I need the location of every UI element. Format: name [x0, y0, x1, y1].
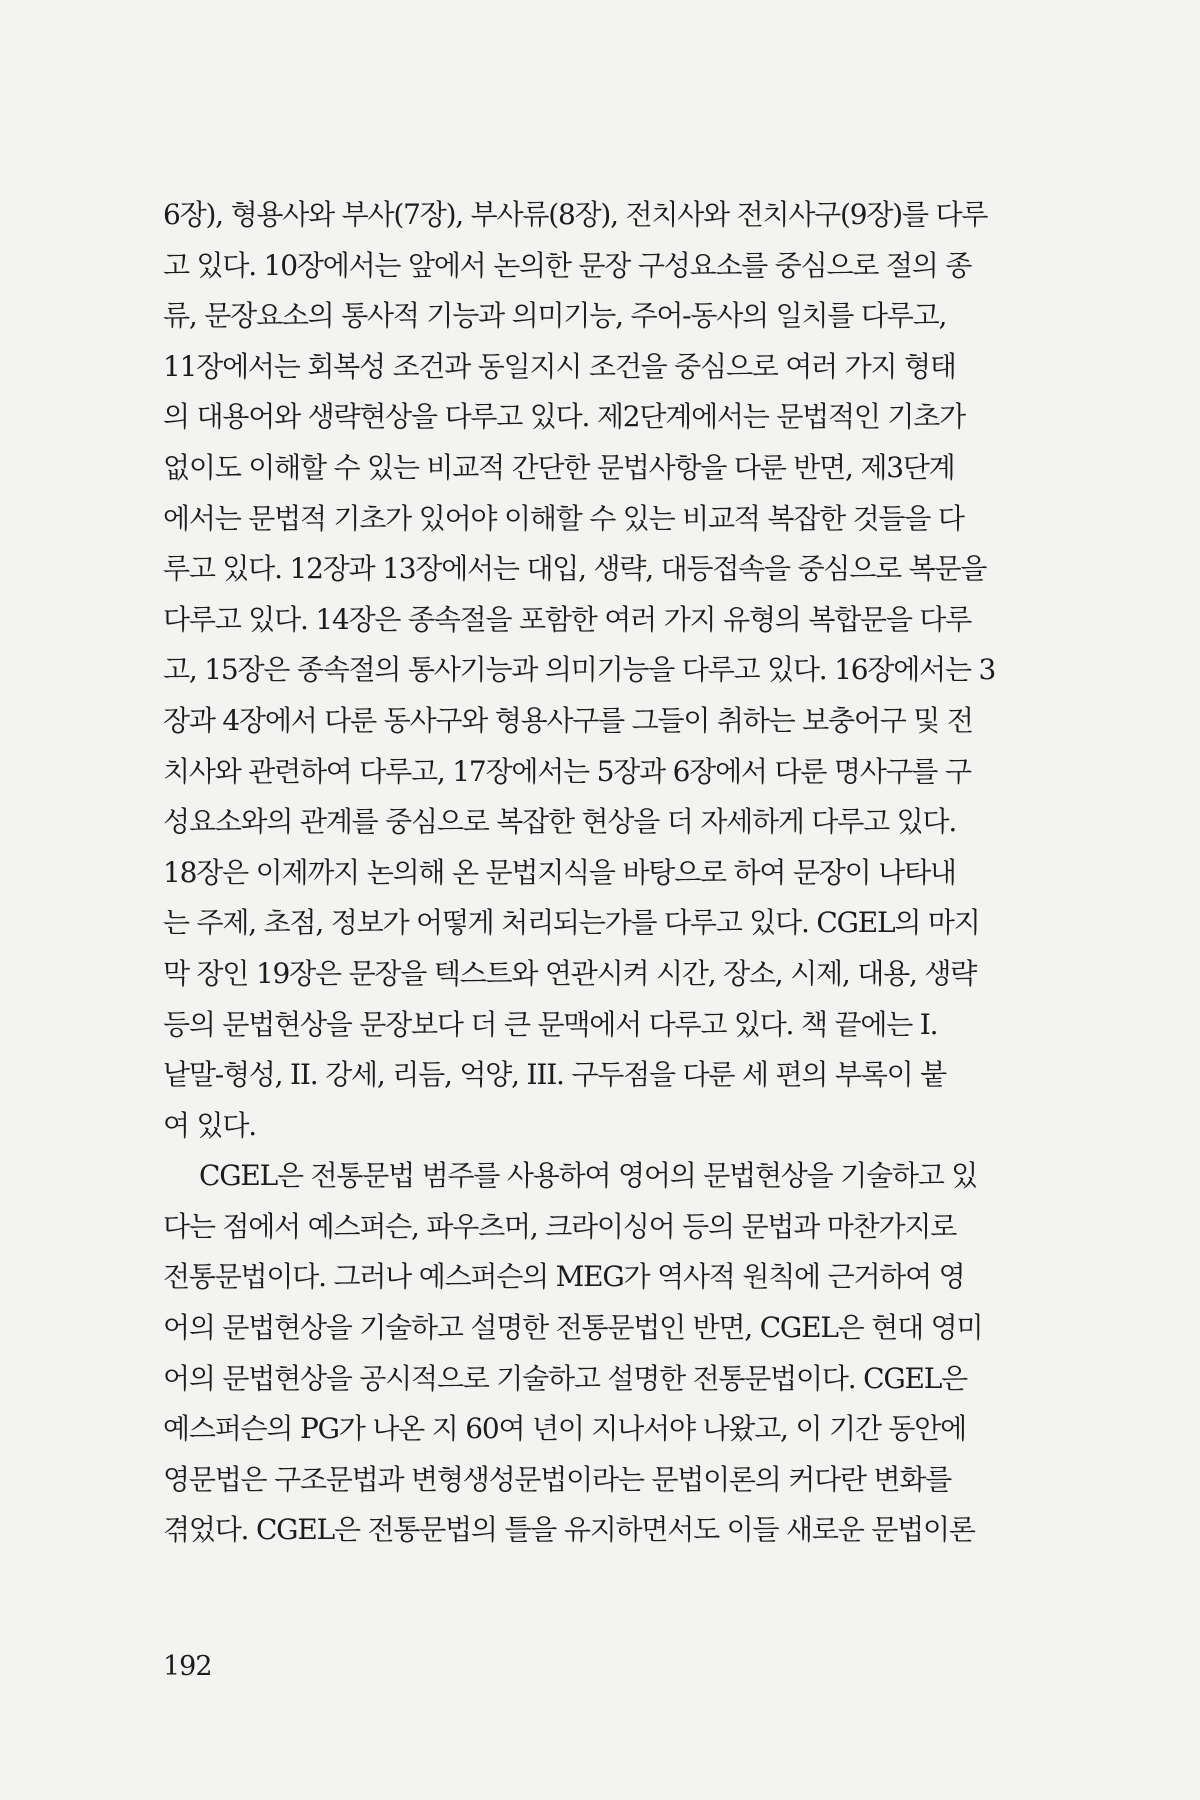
text-line: 6장), 형용사와 부사(7장), 부사류(8장), 전치사와 전치사구(9장)를 다루	[163, 198, 988, 231]
text-line: 장과 4장에서 다룬 동사구와 형용사구를 그들이 취하는 보충어구 및 전	[163, 703, 973, 737]
paragraph-1	[163, 190, 1045, 1151]
text-line: 어의 문법현상을 기술하고 설명한 전통문법인 반면, CGEL은 현대 영미	[163, 1311, 983, 1345]
text-line: 겪었다. CGEL은 전통문법의 틀을 유지하면서도 이들 새로운 문법이론	[163, 1513, 975, 1547]
text-line: 11장에서는 회복성 조건과 동일지시 조건을 중심으로 여러 가지 형태	[163, 349, 956, 383]
paragraph-2	[163, 1151, 1045, 1556]
text-line: 다는 점에서 예스퍼슨, 파우츠머, 크라이싱어 등의 문법과 마찬가지로	[163, 1209, 957, 1243]
text-line: 어의 문법현상을 공시적으로 기술하고 설명한 전통문법이다. CGEL은	[163, 1361, 967, 1395]
text-line: 등의 문법현상을 문장보다 더 큰 문맥에서 다루고 있다. 책 끝에는 I.	[163, 1007, 938, 1041]
text-line: CGEL은 전통문법 범주를 사용하여 영어의 문법현상을 기술하고 있	[199, 1159, 978, 1193]
text-line: 고 있다. 10장에서는 앞에서 논의한 문장 구성요소를 중심으로 절의 종	[163, 248, 972, 282]
page-number: 192	[163, 1651, 212, 1682]
text-line: 루고 있다. 12장과 13장에서는 대입, 생략, 대등접속을 중심으로 복문을	[163, 552, 987, 586]
text-line: 18장은 이제까지 논의해 온 문법지식을 바탕으로 하여 문장이 나타내	[163, 855, 956, 889]
text-line: 없이도 이해할 수 있는 비교적 간단한 문법사항을 다룬 반면, 제3단계	[163, 450, 955, 484]
text-line: 막 장인 19장은 문장을 텍스트와 연관시켜 시간, 장소, 시제, 대용, 생략	[163, 956, 977, 990]
text-line: 는 주제, 초점, 정보가 어떻게 처리되는가를 다루고 있다. CGEL의 마지	[163, 906, 980, 940]
text-line: 여 있다.	[163, 1108, 256, 1142]
text-line: 의 대용어와 생략현상을 다루고 있다. 제2단계에서는 문법적인 기초가	[163, 400, 965, 434]
text-line: 다루고 있다. 14장은 종속절을 포함한 여러 가지 유형의 복합문을 다루	[163, 602, 972, 636]
text-line: 치사와 관련하여 다루고, 17장에서는 5장과 6장에서 다룬 명사구를 구	[163, 754, 971, 788]
text-line: 에서는 문법적 기초가 있어야 이해할 수 있는 비교적 복잡한 것들을 다	[163, 501, 964, 535]
body-text	[163, 190, 1045, 1556]
text-line: 전통문법이다. 그러나 예스퍼슨의 MEG가 역사적 원칙에 근거하여 영	[163, 1260, 965, 1294]
text-line: 성요소와의 관계를 중심으로 복잡한 현상을 더 자세하게 다루고 있다.	[163, 805, 957, 839]
text-line: 낱말-형성, II. 강세, 리듬, 억양, III. 구두점을 다룬 세 편의 부록이 붙	[163, 1058, 946, 1092]
text-line: 고, 15장은 종속절의 통사기능과 의미기능을 다루고 있다. 16장에서는 3	[163, 653, 996, 687]
text-line: 영문법은 구조문법과 변형생성문법이라는 문법이론의 커다란 변화를	[163, 1462, 952, 1496]
text-line: 예스퍼슨의 PG가 나온 지 60여 년이 지나서야 나왔고, 이 기간 동안에	[163, 1412, 966, 1446]
text-line: 류, 문장요소의 통사적 기능과 의미기능, 주어-동사의 일치를 다루고,	[163, 299, 947, 333]
